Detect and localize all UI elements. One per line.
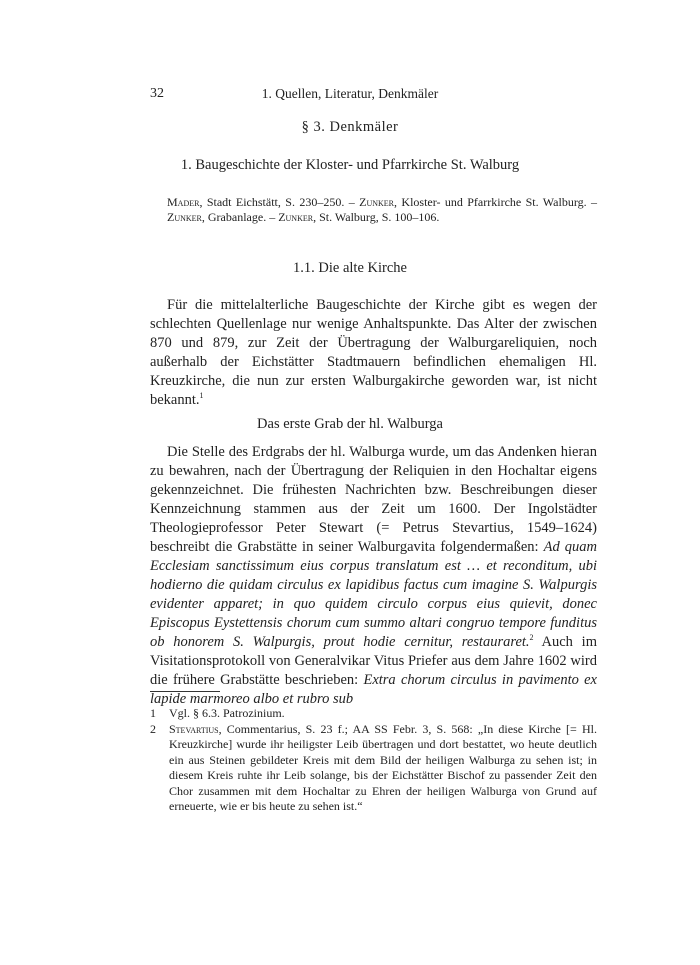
running-title: 1. Quellen, Literatur, Denkmäler (261, 86, 439, 101)
bib-author: Zunker (278, 210, 314, 224)
bib-text: , Grabanlage. – (201, 210, 279, 224)
bib-author: Zunker (167, 210, 202, 224)
footnote-author: Stevartius (169, 721, 219, 736)
paragraph-2-part1: Die Stelle des Erdgrabs der hl. Walburga wurde, um das Andenken hieran zu bewahren, nach der Übertragung der Reliquien in den Hochaltar eigens gekennzeichnet. Die frühesten Nachrichten bzw. Beschreibungen dieser Kennzeichnung stammen aus der Zeit um 1600. Der Ingolstädter Theologieprofessor Peter Stewart (= Petrus Stevartius, 1549–1624) beschreibt die Grabstätte in seiner Walburgavita folgendermaßen: (150, 444, 597, 555)
footnote-number: 1 (150, 706, 156, 720)
footnotes (150, 706, 597, 815)
footnote (150, 706, 597, 722)
bib-text: , St. Walburg, S. 100–106. (313, 210, 440, 224)
paragraph-2 (150, 443, 597, 709)
footnote (150, 722, 597, 815)
footnote-text (169, 722, 597, 815)
subsection-title: 1.1. Die alte Kirche (293, 260, 407, 276)
footnote-text: Vgl. § 6.3. Patrozinium. (169, 706, 285, 720)
latin-quote-1: Ad quam Ecclesiam sanctissimum eius corpus translatum est … et reconditum, ubi hodierno die quidam circulus ex lapidibus factus cum imagine S. Walpurgis evidenter apparet; in quo quidem circulo corpus eius quievit, donec Episcopus Eystettensis chorum cum summo altari congruo tempore funditus ob honorem S. Walpurgis, prout hodie cernitur, restauraret. (150, 539, 597, 650)
bib-text: , Kloster- und Pfarrkirche St. Walburg. – (394, 195, 597, 209)
section-title: § 3. Denkmäler (301, 119, 399, 135)
footnote-number: 2 (150, 721, 156, 736)
footnote-body: , Commentarius, S. 23 f.; AA SS Febr. 3, S. 568: „In diese Kirche [= Hl. Kreuzkirche] wurde ihr heiligster Leib übertragen und dort bestattet, wo heute deutlich ein aus Steinen gebildeter Kreis mit dem Bild der heiligen Walburga zu sehen ist; in diesem Kreis ruhte ihr Leib solange, bis der Eichstätter Bischof zu passender Zeit den Chor zusammen mit dem Hochaltar zu Ehren der heiligen Walburga von Grund auf erneuerte, wie er bis heute zu sehen ist.“ (169, 721, 597, 813)
bib-author: Mader (167, 195, 200, 209)
footnote-divider (150, 691, 220, 692)
latin-quote-2: Extra chorum circulus in pavimento ex lapide marmoreo albo et rubro sub (150, 672, 597, 707)
footnote-ref: 2 (529, 633, 534, 643)
grave-title: Das erste Grab der hl. Walburga (257, 416, 443, 432)
paragraph-1 (150, 296, 597, 410)
paragraph-1-text: Für die mittelalterliche Baugeschichte der Kirche gibt es wegen der schlechten Quellenlage nur wenige Anhaltspunkte. Das Alter der zwischen 870 und 879, zur Zeit der Übertragung der Walburgareliquien, noch außerhalb der Eichstätter Stadtmauern befindlichen ehemaligen Hl. Kreuzkirche, die nun zur ersten Walburgakirche geworden war, ist nicht bekannt. (150, 297, 597, 408)
bib-text: , Stadt Eichstätt, S. 230–250. – (199, 195, 360, 209)
bibliography (167, 195, 597, 225)
bib-author: Zunker (359, 195, 395, 209)
chapter-title: 1. Baugeschichte der Kloster- und Pfarrkirche St. Walburg (180, 157, 520, 173)
paragraph-2-part2: Auch im Visitationsprotokoll von Generalvikar Vitus Priefer aus dem Jahre 1602 wird die frühere Grabstätte beschrieben: (150, 634, 597, 688)
footnote-ref: 1 (199, 391, 204, 401)
page-number: 32 (150, 86, 164, 101)
